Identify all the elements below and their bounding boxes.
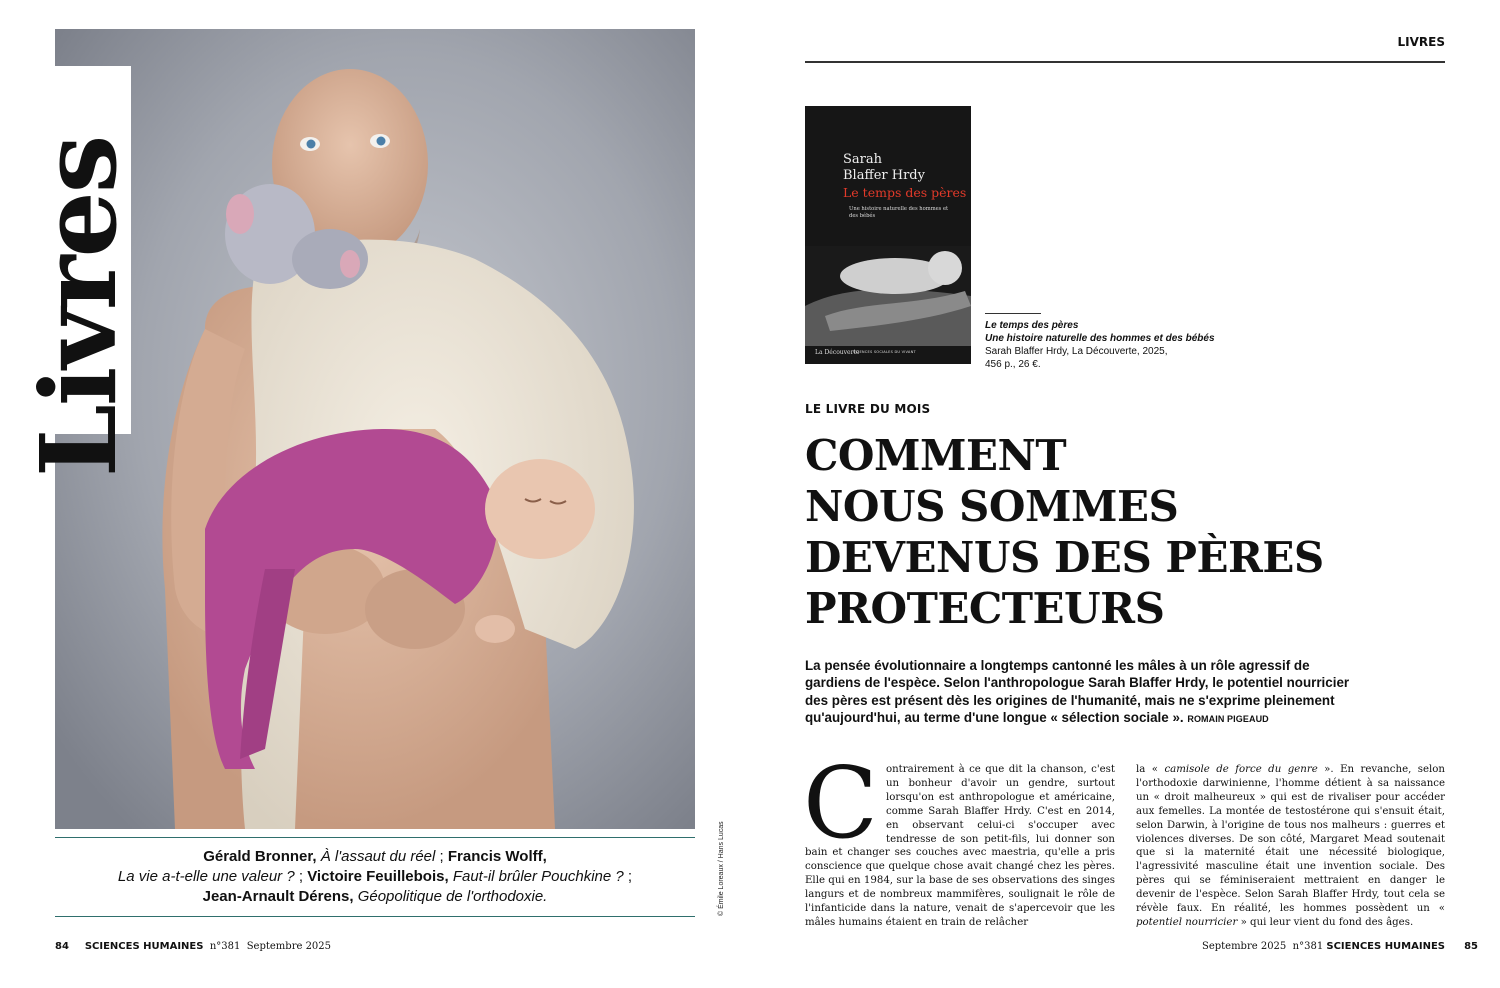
section-tab bbox=[15, 66, 140, 478]
cover-author-line: Blaffer Hrdy bbox=[843, 168, 925, 183]
section-tab-label: Livres bbox=[17, 136, 140, 478]
teaser-author: Francis Wolff, bbox=[447, 848, 547, 865]
headline-line: PROTECTEURS bbox=[805, 584, 1165, 633]
teaser-separator: ; bbox=[623, 868, 633, 885]
caption-title: Le temps des pères bbox=[985, 320, 1079, 331]
standfirst-text: La pensée évolutionnaire a longtemps cantonné les mâles à un rôle agressif de gardiens de l'espèce. Selon l'anthropologue Sarah Blaffer Hrdy, le potentiel nourricier des pères est présent dès les origines de l'humanité, mais ne s'exprime pleinement qu'aujourd'hui, au terme d'une longue « sélection sociale ». bbox=[805, 658, 1350, 726]
body-text: la « bbox=[1136, 764, 1165, 775]
body-text: ». En revanche, selon l'orthodoxie darwinienne, l'homme détient à sa naissance un « droit malheureux » qui est de rivaliser pour accéder aux femelles. La montée de testostérone qui s'ensuit était, selon Darwin, à l'origine de tous nos malheurs : guerres et violences diverses. De son côté, Margaret Mead soutenait que si la maternité était une nécessité biologique, l'agressivité masculine était une invention sociale. Des pères qui se féminiseraient mettraient en danger le devenir de l'espèce. Selon Sarah Blaffer Hrdy, tout cela se révèle faux. En réalité, les hommes possèdent un « bbox=[1136, 764, 1445, 915]
cover-author bbox=[843, 152, 925, 184]
headline-line: NOUS SOMMES bbox=[805, 482, 1179, 531]
standfirst bbox=[805, 657, 1365, 729]
teaser-line-1 bbox=[55, 847, 695, 867]
kicker: LE LIVRE DU MOIS bbox=[805, 402, 931, 416]
article-column-2 bbox=[1136, 763, 1445, 930]
body-quote: potentiel nourricier bbox=[1136, 916, 1238, 928]
section-rubric: LIVRES bbox=[1397, 35, 1445, 49]
teaser-line-2 bbox=[55, 867, 695, 887]
magazine-name: SCIENCES HUMAINES bbox=[84, 941, 204, 952]
page-number: 84 bbox=[55, 941, 69, 952]
headline bbox=[805, 430, 1445, 634]
feature-photo bbox=[55, 29, 695, 829]
caption-details: Sarah Blaffer Hrdy, La Découverte, 2025, bbox=[985, 346, 1168, 357]
top-divider bbox=[805, 61, 1445, 63]
issue-date: Septembre 2025 bbox=[246, 941, 332, 952]
article-column-1 bbox=[803, 747, 1115, 930]
teaser-separator: ; bbox=[294, 868, 308, 885]
books-teaser bbox=[55, 837, 695, 917]
teaser-line-3 bbox=[55, 887, 695, 907]
cover-subtitle: Une histoire naturelle des hommes et des bébés bbox=[849, 206, 949, 219]
folio-left bbox=[55, 941, 331, 952]
book-caption bbox=[985, 319, 1215, 371]
headline-line: COMMENT bbox=[805, 431, 1067, 480]
photo-credit: © Émile Loreaux / Hans Lucas bbox=[718, 821, 725, 916]
teaser-title: À l'assaut du réel bbox=[320, 848, 436, 865]
page-number: 85 bbox=[1464, 941, 1478, 952]
body-text: » qui leur vient du fond des âges. bbox=[1237, 916, 1414, 928]
teaser-author: Jean-Arnault Dérens, bbox=[202, 888, 354, 905]
issue-number: n°381 bbox=[1292, 941, 1324, 952]
folio-right bbox=[1202, 941, 1478, 952]
cover-publisher: La Découverte bbox=[815, 349, 860, 356]
issue-date: Septembre 2025 bbox=[1201, 941, 1287, 952]
cover-collection: SCIENCES SOCIALES DU VIVANT bbox=[853, 350, 916, 354]
cover-photo bbox=[805, 246, 971, 346]
photo-illustration bbox=[55, 29, 695, 829]
teaser-title: La vie a-t-elle une valeur ? bbox=[117, 868, 295, 885]
issue-number: n°381 bbox=[209, 941, 241, 952]
teaser-title: Géopolitique de l'orthodoxie. bbox=[357, 888, 548, 905]
body-text: ontrairement à ce que dit la chanson, c'est un bonheur d'avoir un gendre, surtout lorsqu'on est anthropologue et américaine, comme Sarah Blaffer Hrdy. C'est en 2014, en observant celui-ci s'occuper avec tendresse de son petit-fils, lui donner son bain et changer ses couches avec maestria, qu'elle a pris conscience que quelque chose avait changé chez les pères. Elle qui en 1984, sur la base de ses observations des singes langurs et de nombreux mammifères, soulignait le rôle de l'infanticide dans la nature, venait de s'apercevoir que les mâles humains étaient en train de relâcher bbox=[805, 764, 1115, 928]
body-quote: camisole de force du genre bbox=[1164, 764, 1318, 775]
magazine-name: SCIENCES HUMAINES bbox=[1326, 941, 1445, 952]
cover-author-line: Sarah bbox=[843, 152, 882, 167]
teaser-title: Faut-il brûler Pouchkine ? bbox=[452, 868, 624, 885]
caption-subtitle: Une histoire naturelle des hommes et des bébés bbox=[985, 333, 1215, 344]
teaser-author: Victoire Feuillebois, bbox=[307, 868, 449, 885]
teaser-separator: ; bbox=[435, 848, 448, 865]
byline: ROMAIN PIGEAUD bbox=[1187, 714, 1269, 725]
teaser-author: Gérald Bronner, bbox=[203, 848, 317, 865]
caption-divider bbox=[985, 313, 1041, 314]
caption-price: 456 p., 26 €. bbox=[985, 359, 1041, 370]
headline-line: DEVENUS DES PÈRES bbox=[805, 533, 1324, 582]
drop-cap: C bbox=[803, 747, 878, 861]
cover-title: Le temps des pères bbox=[843, 185, 967, 200]
book-cover bbox=[805, 106, 971, 364]
